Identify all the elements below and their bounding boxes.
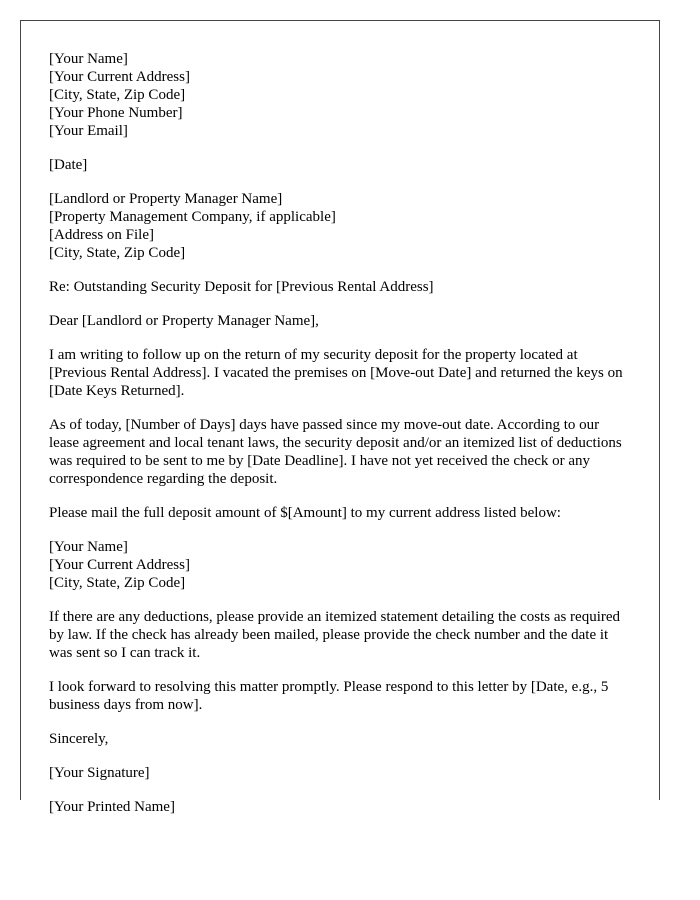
body-paragraph-5: I look forward to resolving this matter promptly. Please respond to this letter by [Date, e.g., 5 business days from now].: [49, 679, 609, 713]
mailing-name: [Your Name]: [49, 539, 128, 555]
mailing-city-state-zip: [City, State, Zip Code]: [49, 575, 186, 591]
sender-city-state-zip: [City, State, Zip Code]: [49, 87, 186, 103]
letter-page: [20, 20, 660, 815]
letter-date: [Date]: [49, 157, 88, 173]
salutation: Dear [Landlord or Property Manager Name],: [49, 313, 319, 329]
recipient-name: [Landlord or Property Manager Name]: [49, 191, 283, 207]
sender-phone: [Your Phone Number]: [49, 105, 183, 121]
body-paragraph-1: I am writing to follow up on the return of my security deposit for the property located at [Previous Rental Address]. I vacated the premises on [Move-out Date] and returned the keys on [Date Keys Returned].: [49, 347, 623, 399]
body-paragraph-3: Please mail the full deposit amount of $[Amount] to my current address listed below:: [49, 505, 561, 521]
mailing-address: [Your Current Address]: [49, 557, 190, 573]
sender-email: [Your Email]: [49, 123, 128, 139]
closing: Sincerely,: [49, 731, 109, 747]
recipient-address: [Address on File]: [49, 227, 154, 243]
recipient-city-state-zip: [City, State, Zip Code]: [49, 245, 186, 261]
printed-name: [Your Printed Name]: [49, 799, 175, 815]
subject-line: Re: Outstanding Security Deposit for [Previous Rental Address]: [49, 279, 434, 295]
sender-block: [49, 50, 629, 140]
body-paragraph-2: As of today, [Number of Days] days have passed since my move-out date. According to our lease agreement and local tenant laws, the security deposit and/or an itemized list of deductions was required to be sent to me by [Date Deadline]. I have not yet received the check or any correspondence regarding the deposit.: [49, 417, 622, 487]
sender-address: [Your Current Address]: [49, 69, 190, 85]
mailing-address-block: [49, 538, 629, 592]
signature-line: [Your Signature]: [49, 765, 150, 781]
recipient-company: [Property Management Company, if applicable]: [49, 209, 336, 225]
letter-content: [49, 50, 629, 816]
sender-name: [Your Name]: [49, 51, 128, 67]
date-block: [49, 156, 629, 174]
body-paragraph-4: If there are any deductions, please provide an itemized statement detailing the costs as required by law. If the check has already been mailed, please provide the check number and the date it was sent so I can track it.: [49, 609, 621, 661]
recipient-block: [49, 190, 629, 262]
